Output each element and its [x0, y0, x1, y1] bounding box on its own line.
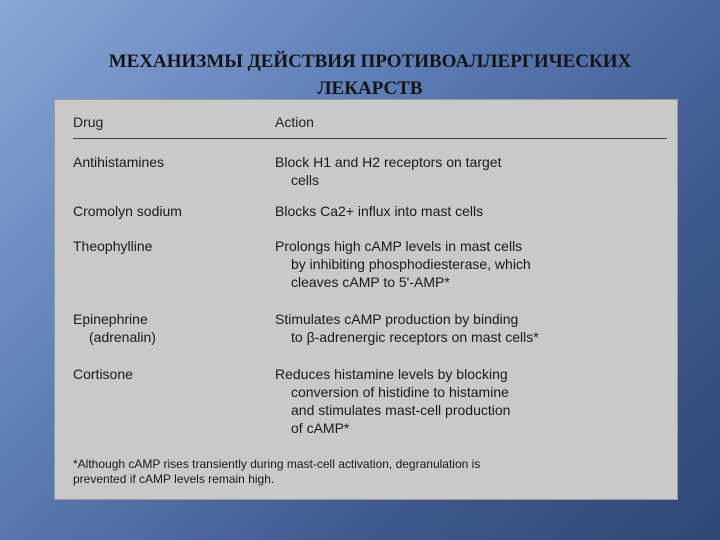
action-line: Reduces histamine levels by blocking: [275, 366, 508, 382]
action-line: and stimulates mast-cell production: [291, 402, 511, 418]
action-line: Prolongs high cAMP levels in mast cells: [275, 238, 523, 254]
action-line: to β-adrenergic receptors on mast cells*: [291, 329, 539, 345]
table-row: [73, 153, 667, 189]
drug-line: Antihistamines: [73, 154, 165, 170]
drug-line: Cortisone: [73, 366, 133, 382]
table-row: [73, 202, 667, 220]
drug-cell: [73, 365, 269, 383]
table-row: [73, 237, 667, 291]
footnote-line: prevented if cAMP levels remain high.: [73, 472, 275, 486]
action-line: cleaves cAMP to 5'-AMP*: [291, 274, 450, 290]
table-row: [73, 310, 667, 346]
drug-line: Theophylline: [73, 238, 153, 254]
slide-title-line-1: МЕХАНИЗМЫ ДЕЙСТВИЯ ПРОТИВОАЛЛЕРГИЧЕСКИХ: [108, 51, 632, 72]
slide-title-line-2: ЛЕКАРСТВ: [317, 78, 423, 99]
action-line: conversion of histidine to histamine: [291, 384, 509, 400]
action-cell: [275, 202, 667, 220]
drug-cell: [73, 310, 269, 346]
action-line: cells: [291, 172, 320, 188]
header-drug: Drug: [73, 114, 104, 130]
header-rule: [73, 138, 667, 139]
table-row: [73, 365, 667, 437]
drug-cell: [73, 153, 269, 171]
drug-line: (adrenalin): [89, 329, 156, 345]
action-line: by inhibiting phosphodiesterase, which: [291, 256, 531, 272]
action-line: of cAMP*: [291, 420, 350, 436]
slide-title: [30, 48, 710, 102]
action-cell: [275, 365, 667, 437]
drug-table-image: [54, 99, 678, 500]
drug-cell: [73, 237, 269, 255]
action-cell: [275, 153, 667, 189]
footnote-line: *Although cAMP rises transiently during mast-cell activation, degranulation is: [73, 457, 481, 471]
drug-table: [73, 110, 667, 437]
action-line: Block H1 and H2 receptors on target: [275, 154, 502, 170]
action-line: Blocks Ca2+ influx into mast cells: [275, 203, 484, 219]
action-cell: [275, 237, 667, 291]
drug-line: Epinephrine: [73, 311, 148, 327]
drug-cell: [73, 202, 269, 220]
action-cell: [275, 310, 667, 346]
header-action: Action: [275, 114, 314, 130]
action-line: Stimulates cAMP production by binding: [275, 311, 519, 327]
table-footnote: [73, 457, 667, 487]
table-header: [73, 110, 667, 138]
drug-line: Cromolyn sodium: [73, 203, 182, 219]
